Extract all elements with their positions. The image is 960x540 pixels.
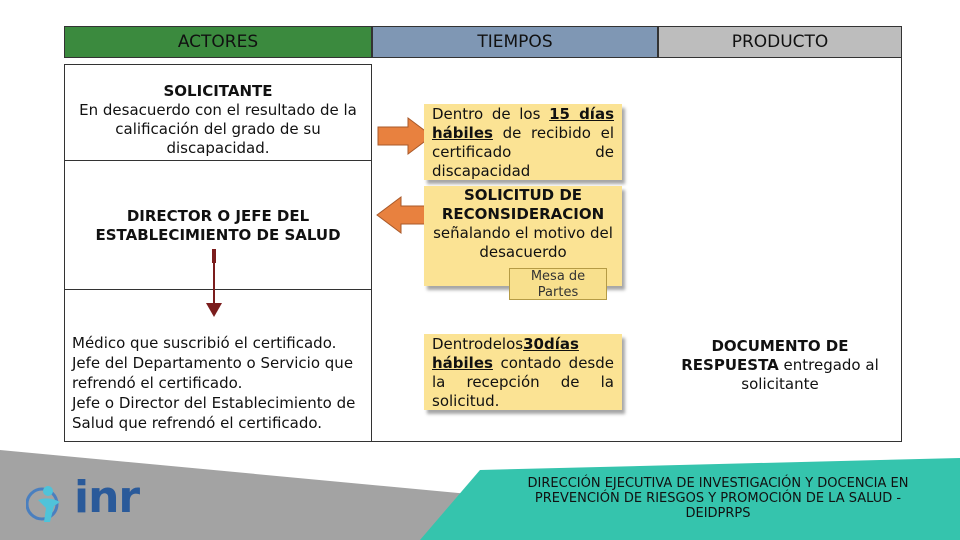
medico-line-3: Jefe o Director del Establecimiento de Salud que refrendó el certificado. (72, 394, 356, 432)
header-tiempos: TIEMPOS (372, 26, 658, 58)
header-producto: PRODUCTO (658, 26, 902, 58)
tiempos-bottom-border (372, 441, 658, 442)
plazo-30-dias-note (424, 334, 622, 410)
note2-days-b: hábiles (432, 354, 493, 372)
actores-divider (64, 160, 372, 161)
note2-suffix: contado desde la recepción de la solicitud. (432, 354, 614, 410)
header-actores: ACTORES (64, 26, 372, 58)
documento-respuesta (664, 337, 896, 394)
institution-name: DIRECCIÓN EJECUTIVA DE INVESTIGACIÓN Y DOCENCIA EN PREVENCIÓN DE RIESGOS Y PROMOCIÓN DE LA SALUD - DEIDPRPS (527, 476, 909, 521)
mesa-de-partes-note: Mesa de Partes (509, 268, 607, 300)
down-connector-arrow (200, 247, 228, 319)
person-icon (26, 482, 72, 526)
note2-days-a: 30días (523, 335, 579, 353)
solicitante-title: SOLICITANTE (163, 82, 273, 100)
documento-bold: DOCUMENTO DE RESPUESTA (681, 337, 849, 374)
solicitante-block (70, 82, 366, 158)
solicitud-title: SOLICITUD DE RECONSIDERACION (441, 186, 605, 223)
inr-logo (22, 472, 162, 530)
director-title: DIRECTOR O JEFE DEL ESTABLECIMIENTO DE SALUD (95, 207, 341, 244)
note1-prefix: Dentro de los (432, 105, 550, 123)
note1-days: 15 días hábiles (432, 105, 614, 142)
note2-prefix: Dentrodelos (432, 335, 524, 353)
solicitud-description: señalando el motivo del desacuerdo (433, 224, 613, 261)
logo-text: inr (74, 472, 140, 523)
medico-line-2: Jefe del Departamento o Servicio que refrendó el certificado. (72, 354, 354, 392)
medico-block (72, 333, 366, 433)
note1-suffix: de recibido el certificado de discapacidad (432, 124, 614, 180)
documento-rest: entregado al solicitante (741, 356, 879, 393)
plazo-15-dias-note (424, 104, 622, 180)
solicitante-description: En desacuerdo con el resultado de la calificación del grado de su discapacidad. (79, 101, 357, 157)
medico-line-1: Médico que suscribió el certificado. (72, 334, 337, 352)
